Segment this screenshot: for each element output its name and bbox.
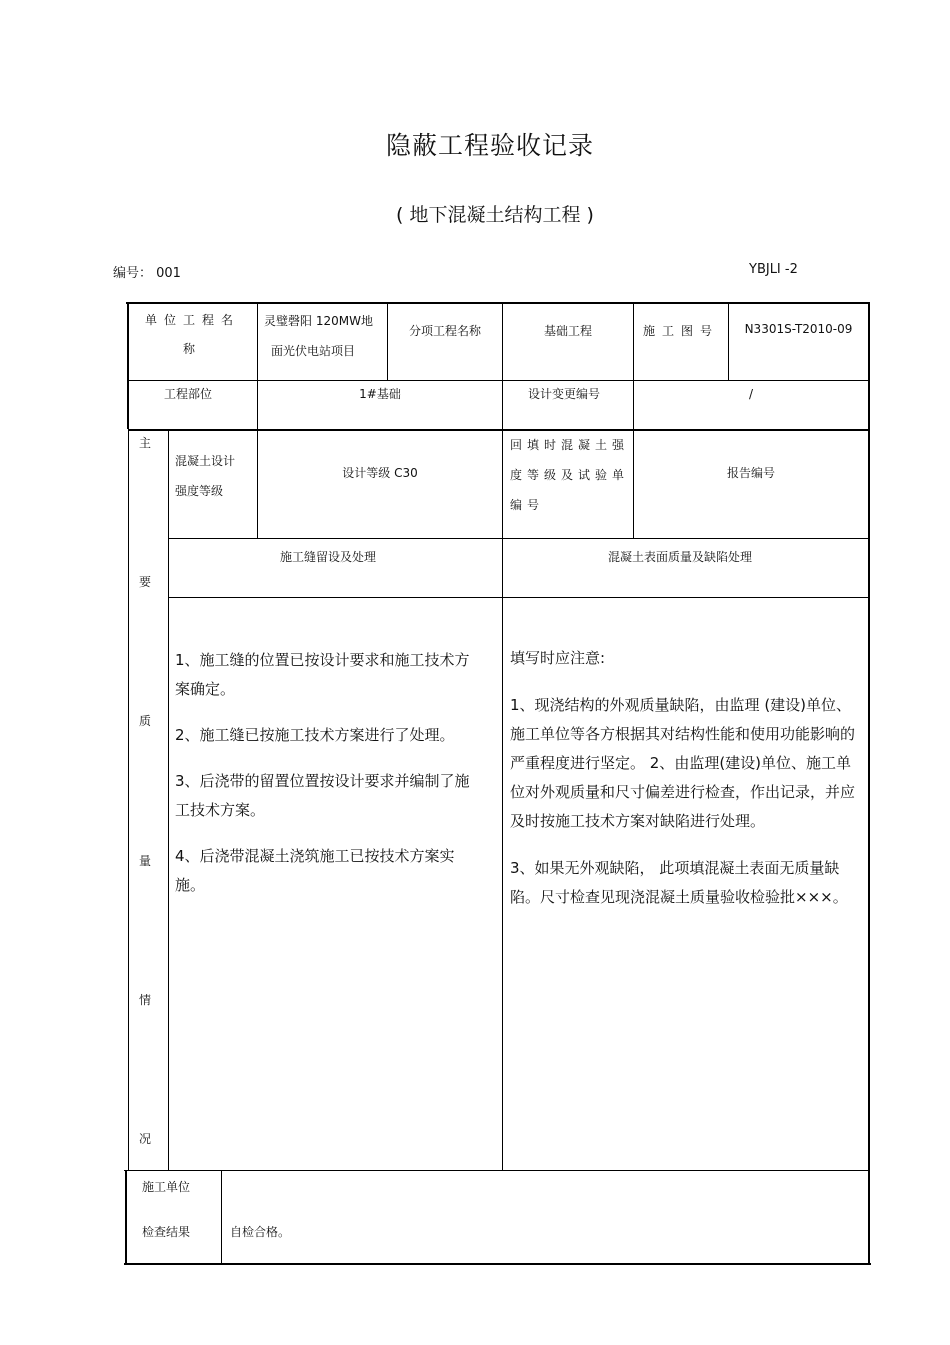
notes-heading: 填写时应注意:: [510, 649, 606, 667]
main-label-char: 况: [139, 1132, 152, 1146]
form-code: YBJLI -2: [749, 262, 798, 277]
document-subtitle: ( 地下混凝土结构工程 ): [396, 204, 594, 226]
inspection-result-value: 自检合格。: [230, 1225, 291, 1239]
list-item: 3、后浇带的留置位置按设计要求并编制了施工技术方案。: [175, 772, 470, 819]
surface-quality-header: 混凝土表面质量及缺陷处理: [607, 550, 752, 564]
inspection-result-label: 检查结果: [142, 1225, 191, 1239]
construction-joint-details: [175, 646, 480, 917]
list-item: 4、后浇带混凝土浇筑施工已按技术方案实施。: [175, 847, 455, 894]
unit-project-value: 灵璧磬阳 120MW地 面光伏电站项目: [264, 314, 373, 358]
drawing-number-value: N3301S-T2010-09: [744, 322, 853, 336]
list-item: 1、施工缝的位置已按设计要求和施工技术方案确定。: [175, 651, 470, 698]
strength-grade-label: 混凝土设计 强度等级: [175, 454, 236, 498]
construction-joint-header: 施工缝留设及处理: [279, 550, 376, 564]
sub-project-value: 基础工程: [543, 324, 592, 338]
surface-quality-notes: [510, 644, 865, 929]
sub-project-label: 分项工程名称: [408, 324, 481, 338]
location-label: 工程部位: [163, 387, 212, 401]
design-change-label: 设计变更编号: [527, 387, 600, 401]
backfill-strength-label: 回填时混凝土强 度等级及试验单 编号: [510, 438, 630, 512]
report-number-label: 报告编号: [726, 466, 775, 480]
location-value: 1#基础: [359, 387, 401, 401]
list-item: 3、如果无外观缺陷， 此项填混凝土表面无质量缺陷。尺寸检查见现浇混凝土质量验收检验批×××。: [510, 859, 848, 906]
main-label-char: 主: [139, 436, 152, 450]
list-item: 1、现浇结构的外观质量缺陷，由监理 (建设)单位、施工单位等各方根据其对结构性能和使用功能影响的严重程度进行坚定。 2、由监理(建设)单位、施工单位对外观质量和尺寸偏差进行检查，作出记录，并应及时按施工技术方案对缺陷进行处理。: [510, 696, 856, 830]
list-item: 2、施工缝已按施工技术方案进行了处理。: [175, 726, 455, 744]
drawing-number-label: 施工图号: [642, 324, 719, 338]
strength-grade-value: 设计等级 C30: [342, 466, 418, 480]
construction-unit-label: 施工单位: [142, 1180, 191, 1194]
unit-project-label: 单位工程名称: [144, 313, 240, 356]
main-label-char: 量: [139, 854, 152, 868]
main-label-char: 情: [139, 993, 152, 1007]
main-label-char: 质: [139, 714, 152, 728]
design-change-value: /: [748, 387, 754, 401]
document-title: 隐蔽工程验收记录: [385, 131, 594, 160]
serial-number: 编号： 001: [113, 266, 181, 281]
main-label-char: 要: [139, 575, 152, 589]
